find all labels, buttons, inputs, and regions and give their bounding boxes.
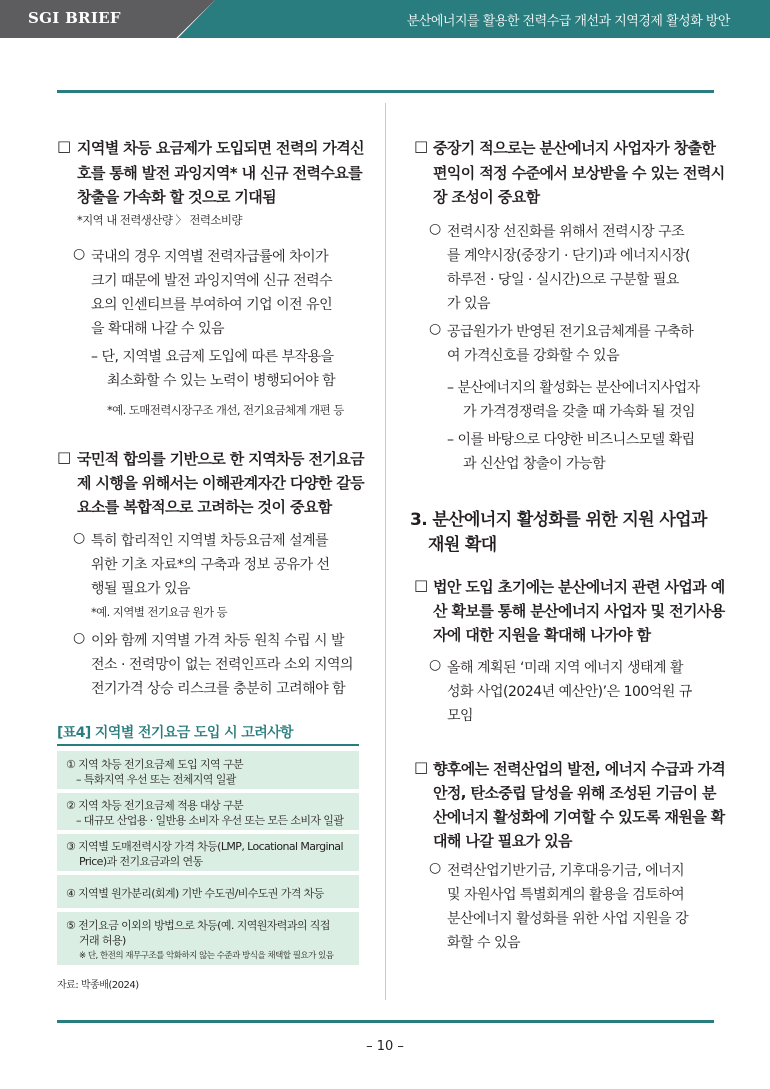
table-source: 자료: 박종배(2024) [57,980,139,991]
square-bullet-icon: □ [414,758,429,776]
section-heading: 재원 확대 [428,535,497,555]
circle-bullet-icon: ○ [429,221,441,237]
top-rule [57,90,714,93]
right-b3-line: 산에너지 활성화에 기여할 수 있도록 재원을 확 [433,808,725,826]
right-b2-item-line: 모임 [447,708,474,724]
section-heading: 3. 분산에너지 활성화를 위한 지원 사업과 [410,510,707,530]
left-b1-item-line: 요의 인센티브를 부여하여 기업 이전 유인 [91,297,333,313]
circle-bullet-icon: ○ [429,860,441,876]
table-row [57,875,359,908]
row-note: ※ 단, 한전의 재무구조를 악화하지 않는 수준과 방식을 채택할 필요가 있음 [79,951,334,961]
row-detail: – 대규모 산업용 · 일반용 소비자 우선 또는 모든 소비자 일괄 [76,814,344,827]
right-b1-item-line: 를 계약시장(중장기 · 단기)과 에너지시장( [447,248,691,264]
left-b2-item-line: 전기가격 상승 리스크를 충분히 고려해야 함 [91,681,346,697]
right-b2-line: 법안 도입 초기에는 분산에너지 관련 사업과 예 [433,578,725,596]
right-b1-line: 편익이 적정 수준에서 보상받을 수 있는 전력시 [433,164,725,182]
footnote: *예. 도매전력시장구조 개선, 전기요금체계 개편 등 [107,403,344,417]
left-b1-line: 호를 통해 발전 과잉지역* 내 신규 전력수요를 [77,164,362,182]
right-b3-item-line: 분산에너지 활성화를 위한 사업 지원을 강 [447,911,689,927]
left-b2-line: 제 시행을 위해서는 이해관계자간 다양한 갈등 [77,474,365,492]
left-b1-line: 창출을 가속화 할 것으로 기대됨 [77,188,277,206]
circle-bullet-icon: ○ [429,321,441,337]
right-b2-line: 자에 대한 지원을 확대해 나가야 함 [433,626,651,644]
square-bullet-icon: □ [57,137,72,155]
row-heading: ② 지역 차등 전기요금제 적용 대상 구분 [66,799,244,812]
left-b2-item-line: 이와 함께 지역별 가격 차등 원칙 수립 시 발 [91,633,345,649]
table-row [57,751,359,789]
row-detail: – 특화지역 우선 또는 전체지역 일괄 [76,773,236,786]
circle-bullet-icon: ○ [73,246,85,262]
left-b1-item-line: 을 확대해 나갈 수 있음 [91,321,225,337]
right-b1-dash-line: 가 가격경쟁력을 갖출 때 가속화 될 것임 [463,404,696,420]
page-number: – 10 – [366,1039,404,1054]
table-row [57,793,359,830]
left-b1-item-line: 크기 때문에 발전 과잉지역에 신규 전력수 [91,273,333,289]
right-b1-line: 중장기 적으로는 분산에너지 사업자가 창출한 [433,139,716,157]
brand-label: SGI BRIEF [28,9,121,27]
right-b3-item-line: 전력산업기반기금, 기후대응기금, 에너지 [447,863,685,879]
footnote: *예. 지역별 전기요금 원가 등 [91,605,228,619]
right-b1-item-line: 공급원가가 반영된 전기요금체계를 구축하 [447,324,694,340]
table-title: [표4] 지역별 전기요금 도입 시 고려사항 [57,725,293,741]
table-row [57,834,359,871]
right-b3-line: 대해 나갈 필요가 있음 [433,832,572,850]
right-b3-item-line: 및 자원사업 특별회계의 활용을 검토하여 [447,887,685,903]
right-b1-item-line: 하루전 · 당일 · 실시간)으로 구분할 필요 [447,272,679,288]
right-b2-line: 산 확보를 통해 분산에너지 사업자 및 전기사용 [433,602,725,620]
square-bullet-icon: □ [57,448,72,466]
left-b1-dash-line: 최소화할 수 있는 노력이 병행되어야 함 [107,373,336,389]
right-b1-item-line: 전력시장 선진화를 위해서 전력시장 구조 [447,224,685,240]
left-b2-item-line: 특히 합리적인 지역별 차등요금제 설계를 [91,533,329,549]
table-rule [57,744,359,746]
square-bullet-icon: □ [414,576,429,594]
left-b2-line: 국민적 합의를 기반으로 한 지역차등 전기요금 [77,450,365,468]
left-b2-item-line: 행될 필요가 있음 [91,581,191,597]
row-heading: ① 지역 차등 전기요금제 도입 지역 구분 [66,758,244,771]
row-detail: 거래 허용) [79,934,126,947]
right-b2-item-line: 성화 사업(2024년 예산안)’은 100억원 규 [447,684,692,700]
footnote: *지역 내 전력생산량 〉 전력소비량 [77,213,242,227]
row-heading: ④ 지역별 원가분리(회계) 기반 수도권/비수도권 가격 차등 [66,887,324,900]
header-title: 분산에너지를 활용한 전력수급 개선과 지역경제 활성화 방안 [406,14,730,29]
square-bullet-icon: □ [414,137,429,155]
table-row [57,912,359,965]
right-b1-line: 장 조성이 중요함 [433,188,540,206]
row-heading: ⑤ 전기요금 이외의 방법으로 차등(예. 지역원자력과의 직접 [66,919,330,932]
row-detail: Price)과 전기요금과의 연동 [79,855,203,868]
right-b1-dash-line: – 분산에너지의 활성화는 분산에너지사업자 [447,380,700,396]
right-b3-item-line: 화할 수 있음 [447,935,521,951]
circle-bullet-icon: ○ [73,630,85,646]
left-b2-line: 요소를 복합적으로 고려하는 것이 중요함 [77,498,332,516]
left-b2-item-line: 위한 기초 자료*의 구축과 정보 공유가 선 [91,557,330,573]
right-b1-item-line: 여 가격신호를 강화할 수 있음 [447,348,620,364]
right-b1-dash-line: 과 신산업 창출이 가능함 [463,456,606,472]
right-b3-line: 안정, 탄소중립 달성을 위해 조성된 기금이 분 [433,784,716,802]
bottom-rule [57,1020,714,1023]
left-b1-item-line: 국내의 경우 지역별 전력자급률에 차이가 [91,249,329,265]
right-b3-line: 향후에는 전력산업의 발전, 에너지 수급과 가격 [433,760,726,778]
left-b1-line: 지역별 차등 요금제가 도입되면 전력의 가격신 [77,139,365,157]
circle-bullet-icon: ○ [73,530,85,546]
right-b1-item-line: 가 있음 [447,296,491,312]
row-heading: ③ 지역별 도매전력시장 가격 차등(LMP, Locational Marginal [66,840,343,853]
left-b2-item-line: 전소 · 전력망이 없는 전력인프라 소외 지역의 [91,657,354,673]
right-b1-dash-line: – 이를 바탕으로 다양한 비즈니스모델 확립 [447,432,695,448]
right-b2-item-line: 올해 계획된 ‘미래 지역 에너지 생태계 활 [447,660,684,676]
column-divider [385,103,386,1000]
circle-bullet-icon: ○ [429,657,441,673]
left-b1-dash-line: – 단, 지역별 요금제 도입에 따른 부작용을 [91,349,334,365]
